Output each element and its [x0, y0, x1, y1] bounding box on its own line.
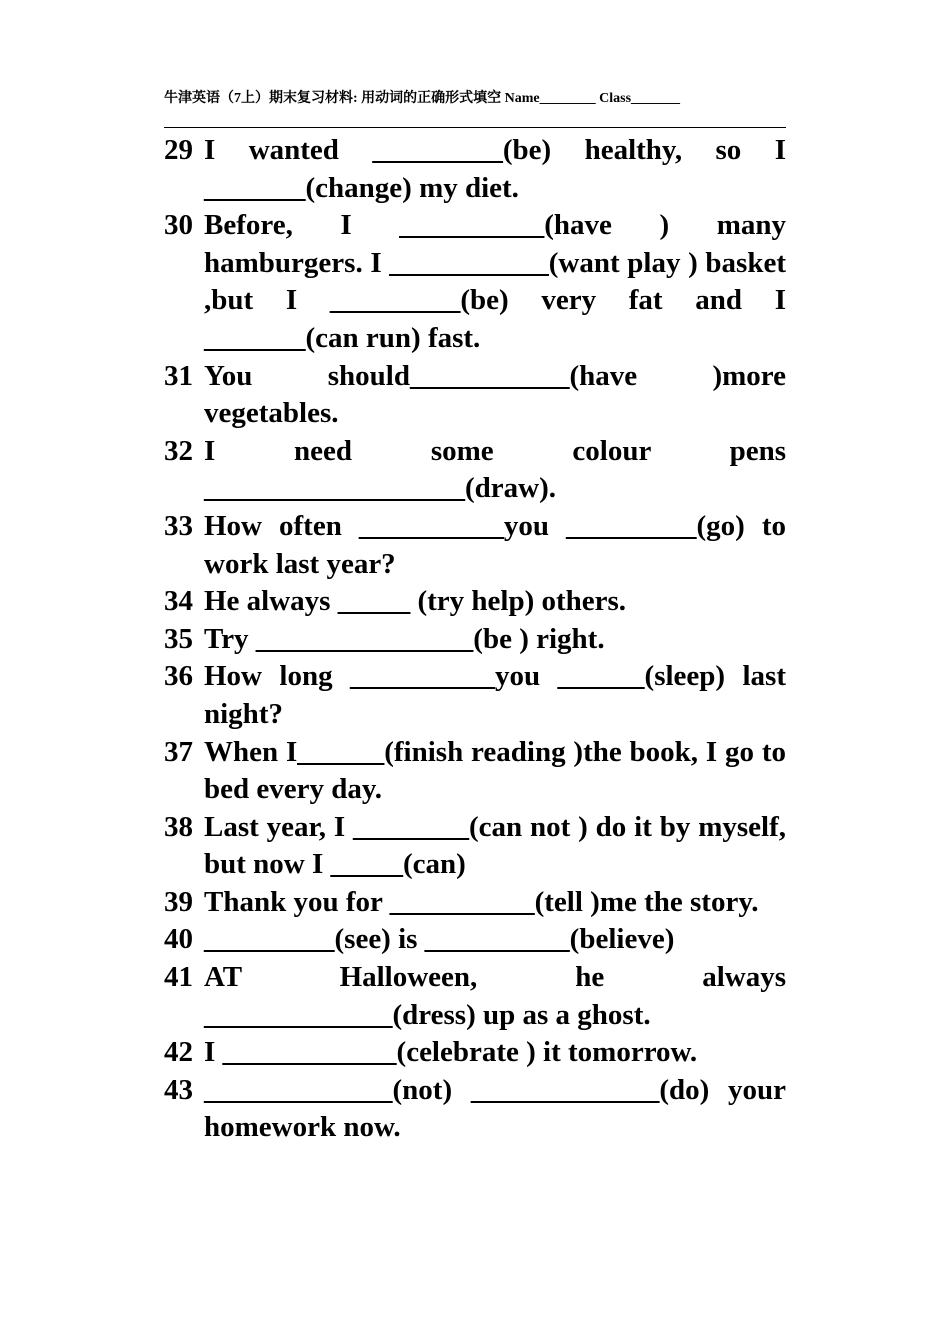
question-number: 34 [164, 585, 193, 618]
question-item [164, 658, 786, 733]
question-item [164, 809, 786, 884]
question-number: 30 [164, 209, 193, 242]
question-text: How often __________you _________(go) to work last year? [204, 509, 786, 580]
question-item [164, 1072, 786, 1147]
question-text: I need some colour pens __________________(draw). [204, 434, 786, 505]
question-number: 42 [164, 1036, 193, 1069]
question-text: _________(see) is __________(believe) [204, 923, 675, 956]
question-item [164, 132, 786, 207]
question-number: 35 [164, 622, 193, 655]
question-text: I wanted _________(be) healthy, so I _______(change) my diet. [204, 134, 786, 204]
question-item [164, 207, 786, 357]
question-item [164, 433, 786, 508]
question-text: I ____________(celebrate ) it tomorrow. [204, 1036, 698, 1069]
page-header: 牛津英语（7上）期末复习材料: 用动词的正确形式填空 Name________ Class_______ [164, 91, 681, 106]
question-text: Before, I __________(have ) many hamburgers. I ___________(want play ) basket ,but I _________(be) very fat and I _______(can run) fast. [204, 209, 786, 354]
question-number: 32 [164, 434, 193, 467]
question-item [164, 508, 786, 583]
question-item [164, 583, 786, 621]
question-text: Thank you for __________(tell )me the story. [204, 885, 759, 918]
question-item [164, 959, 786, 1034]
question-item [164, 358, 786, 433]
question-text: You should___________(have )more vegetables. [204, 359, 786, 430]
question-text: When I______(finish reading )the book, I go to bed every day. [204, 735, 786, 806]
question-item [164, 621, 786, 659]
header-divider [164, 127, 786, 128]
question-number: 37 [164, 735, 193, 768]
question-item [164, 884, 786, 922]
question-number: 38 [164, 810, 193, 843]
question-number: 33 [164, 509, 193, 542]
question-item [164, 734, 786, 809]
question-number: 29 [164, 134, 193, 166]
question-number: 41 [164, 961, 193, 994]
question-text: _____________(not) _____________(do) your homework now. [204, 1073, 786, 1144]
question-text: Last year, I ________(can not ) do it by myself, but now I _____(can) [204, 810, 786, 881]
question-text: He always _____ (try help) others. [204, 585, 627, 618]
question-number: 31 [164, 359, 193, 392]
question-list [164, 132, 786, 1147]
question-text: AT Halloween, he always _____________(dress) up as a ghost. [204, 961, 786, 1031]
question-text: Try _______________(be ) right. [204, 622, 605, 655]
question-number: 43 [164, 1073, 193, 1106]
question-number: 36 [164, 660, 193, 693]
question-number: 40 [164, 923, 193, 956]
question-item [164, 1034, 786, 1072]
question-item [164, 921, 786, 959]
question-number: 39 [164, 885, 193, 918]
question-text: How long __________you ______(sleep) last night? [204, 660, 786, 730]
